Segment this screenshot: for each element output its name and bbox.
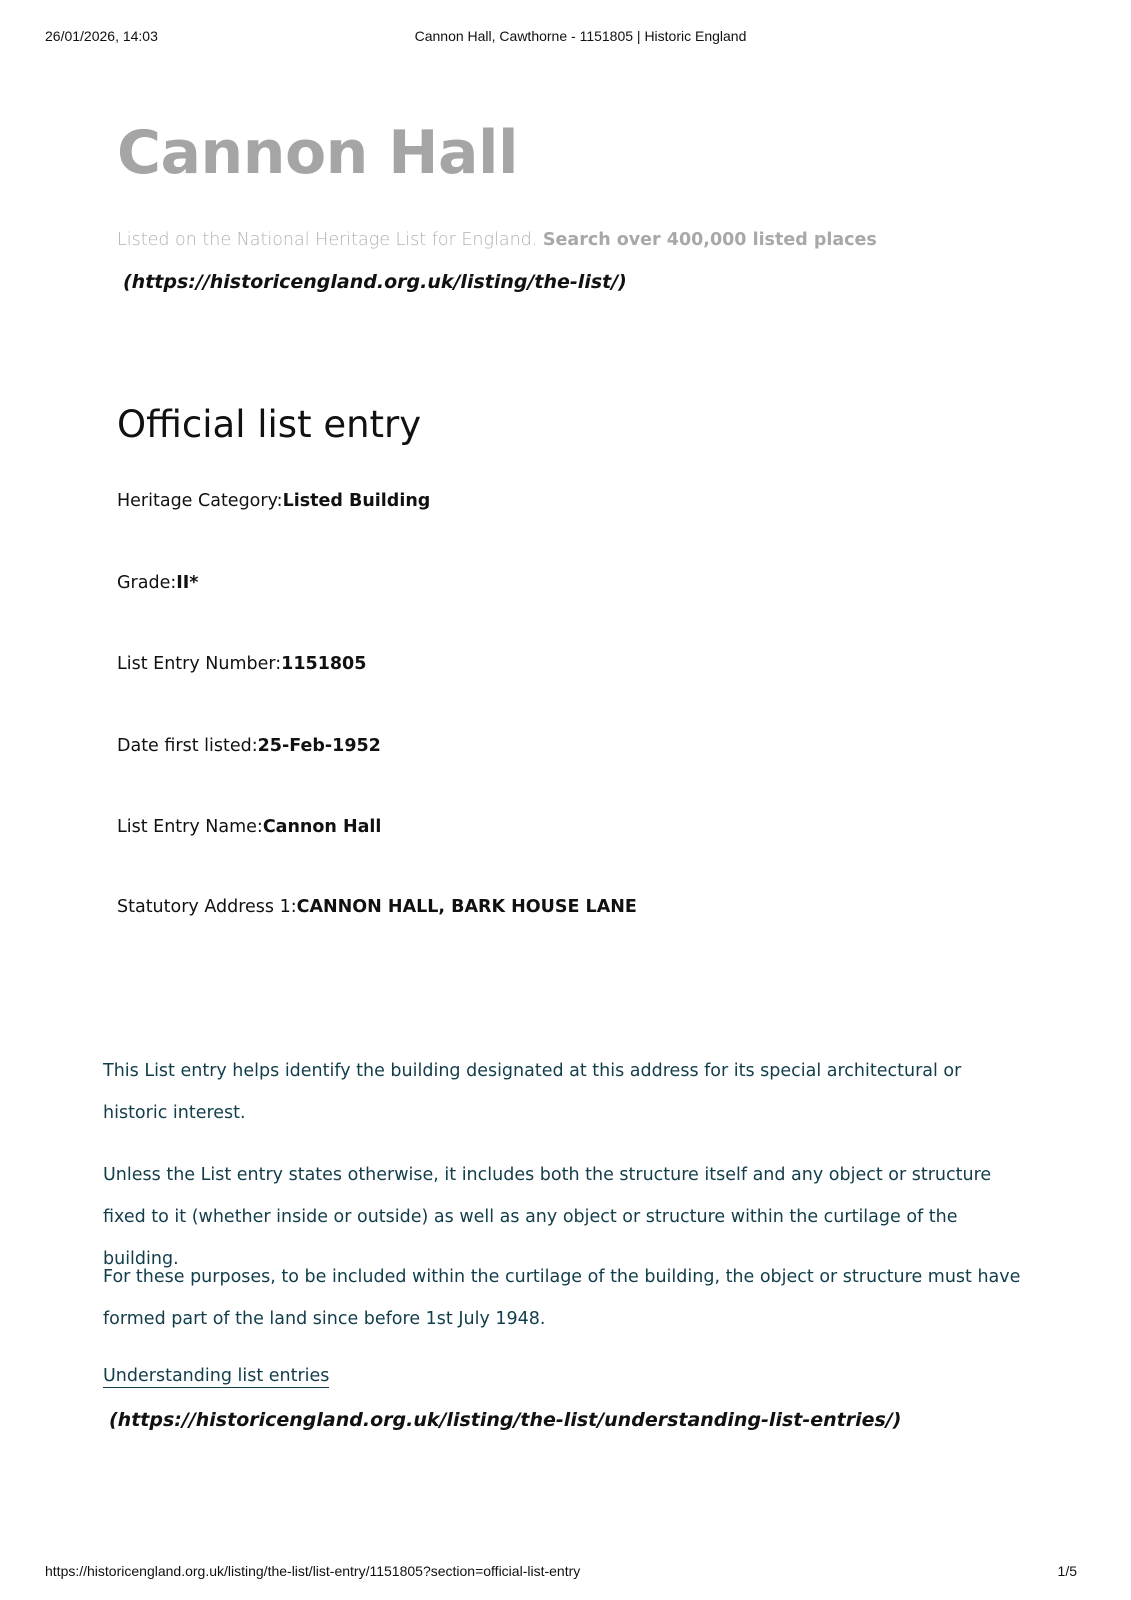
search-link-url: (https://historicengland.org.uk/listing/the-list/) xyxy=(123,271,627,293)
field-value: CANNON HALL, BARK HOUSE LANE xyxy=(296,897,637,917)
field-label: List Entry Name: xyxy=(117,817,263,837)
page-title: Cannon Hall xyxy=(117,118,519,188)
field-label: List Entry Number: xyxy=(117,654,282,674)
field-label: Statutory Address 1: xyxy=(117,897,297,917)
understanding-list-entries-link[interactable]: Understanding list entries xyxy=(103,1366,330,1386)
listed-intro-text: Listed on the National Heritage List for England. xyxy=(117,230,543,250)
field-value: II* xyxy=(176,573,199,593)
listed-intro xyxy=(117,230,877,250)
field-value: Cannon Hall xyxy=(262,817,382,837)
print-datetime: 26/01/2026, 14:03 xyxy=(45,28,158,44)
print-footer-url: https://historicengland.org.uk/listing/the-list/list-entry/1151805?section=official-list-entry xyxy=(45,1563,581,1579)
field-value: 25-Feb-1952 xyxy=(257,736,381,756)
official-list-entry-heading: Official list entry xyxy=(117,403,422,446)
field-statutory-address xyxy=(117,897,637,917)
field-list-entry-name xyxy=(117,817,381,837)
field-value: 1151805 xyxy=(281,654,367,674)
search-listed-places-link[interactable]: Search over 400,000 listed places xyxy=(542,230,877,250)
field-date-first-listed xyxy=(117,736,381,756)
field-heritage-category xyxy=(117,491,430,511)
note-paragraph: This List entry helps identify the building designated at this address for its special architectural or historic interest. xyxy=(103,1061,962,1123)
print-page-number: 1/5 xyxy=(1057,1563,1077,1579)
field-label: Date first listed: xyxy=(117,736,258,756)
field-grade xyxy=(117,573,198,593)
note-paragraph: For these purposes, to be included within the curtilage of the building, the object or structure must have formed part of the land since before 1st July 1948. xyxy=(103,1267,1021,1329)
field-value: Listed Building xyxy=(282,491,431,511)
understanding-link-url: (https://historicengland.org.uk/listing/the-list/understanding-list-entries/) xyxy=(109,1409,902,1431)
note-paragraph: Unless the List entry states otherwise, it includes both the structure itself and any object or structure fixed to it (whether inside or outside) as well as any object or structure within the curtilage of the building. xyxy=(103,1165,992,1269)
field-label: Grade: xyxy=(117,573,177,593)
field-label: Heritage Category: xyxy=(117,491,283,511)
field-list-entry-number xyxy=(117,654,366,674)
print-page-title: Cannon Hall, Cawthorne - 1151805 | Historic England xyxy=(414,28,747,44)
